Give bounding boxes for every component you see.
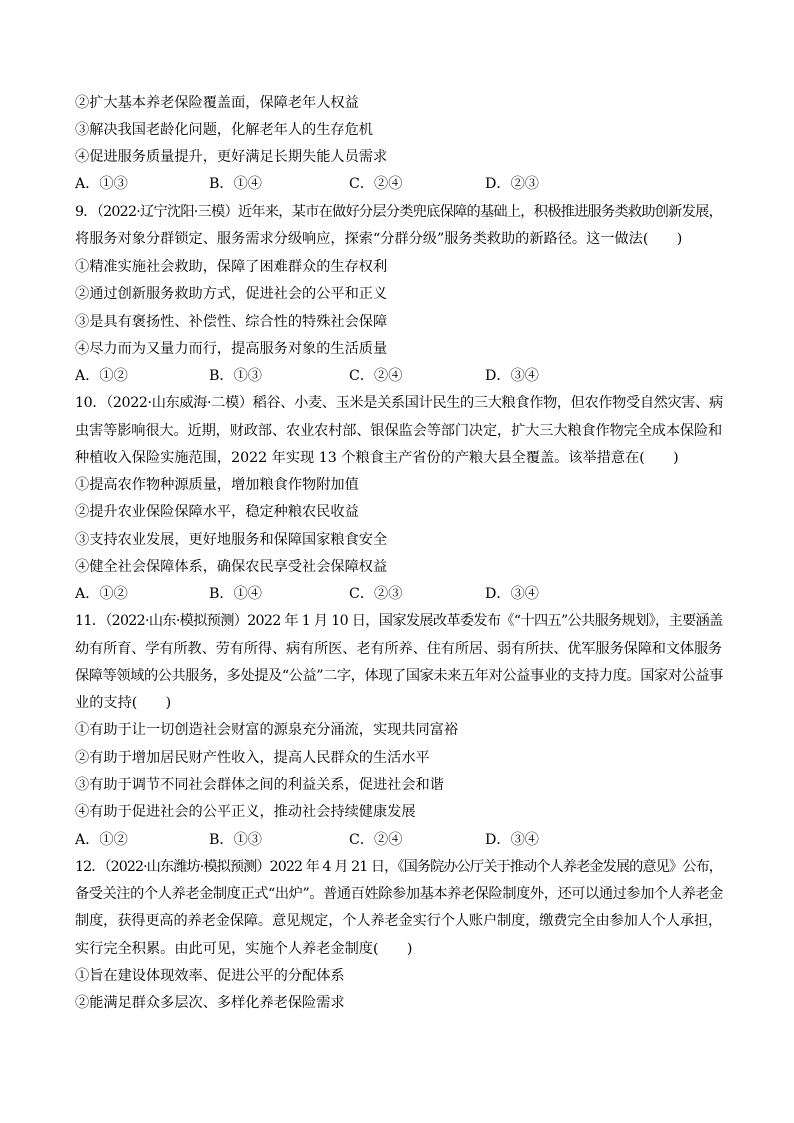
q10-option-b: B．①④	[209, 586, 262, 602]
q11-statement-2: ②有助于增加居民财产性收入，提高人民群众的生活水平	[75, 750, 430, 766]
q11-statement-1: ①有助于让一切创造社会财富的源泉充分涌流，实现共同富裕	[75, 722, 459, 738]
q11-stem-line-2: 幼有所育、学有所教、劳有所得、病有所医、老有所养、住有所居、弱有所扶、优军服务保障和文体服务	[75, 641, 723, 657]
q8-option-c: C．②④	[349, 176, 403, 192]
q12-stem-line-1: 12．（2022·山东潍坊·模拟预测）2022 年 4 月 21 日，《国务院办公厅关于推动个人养老金发展的意见》公布，	[75, 859, 723, 875]
q10-statement-4: ④健全社会保障体系，确保农民享受社会保障权益	[75, 559, 388, 575]
q11-stem-line-4: 业的支持( )	[75, 695, 172, 711]
q11-option-c: C．②④	[349, 832, 403, 848]
q10-stem-line-2: 虫害等影响很大。近期，财政部、农业农村部、银保监会等部门决定，扩大三大粮食作物完全成本保险和	[75, 423, 723, 439]
q10-stem-line-1: 10．（2022·山东威海·二模）稻谷、小麦、玉米是关系国计民生的三大粮食作物，但农作物受自然灾害、病	[75, 395, 723, 411]
q12-statement-2: ②能满足群众多层次、多样化养老保险需求	[75, 995, 345, 1011]
q9-option-a: A．①②	[75, 368, 128, 384]
q9-option-d: D．③④	[485, 368, 539, 384]
q10-option-a: A．①②	[75, 586, 128, 602]
q9-stem-line-2: 将服务对象分群锁定、服务需求分级响应，探索“分群分级”服务类救助的新路径。这一做法( )	[75, 231, 683, 247]
q12-stem-line-4: 实行完全积累。由此可见，实施个人养老金制度( )	[75, 941, 413, 957]
q11-options	[75, 831, 725, 849]
q12-stem-line-3: 制度，获得更高的养老金保障。意见规定，个人养老金实行个人账户制度，缴费完全由参加人个人承担，	[75, 913, 723, 929]
q8-statement-2: ②扩大基本养老保险覆盖面，保障老年人权益	[75, 95, 359, 111]
q9-statement-1: ①精准实施社会救助，保障了困难群众的生存权利	[75, 259, 388, 275]
q9-option-b: B．①③	[209, 368, 262, 384]
q10-statement-3: ③支持农业发展，更好地服务和保障国家粮食安全	[75, 532, 388, 548]
q11-stem-line-1: 11．（2022·山东·模拟预测）2022 年 1 月 10 日，国家发展改革委发布《“十四五”公共服务规划》，主要涵盖	[75, 613, 723, 629]
q9-statement-3: ③是具有褒扬性、补偿性、综合性的特殊社会保障	[75, 314, 388, 330]
q8-statement-3: ③解决我国老龄化问题，化解老年人的生存危机	[75, 122, 373, 138]
q9-options	[75, 367, 725, 385]
q11-stem-line-3: 保障等领域的公共服务，多处提及“公益”二字，体现了国家未来五年对公益事业的支持力度。国家对公益事	[75, 668, 723, 684]
q11-statement-4: ④有助于促进社会的公平正义，推动社会持续健康发展	[75, 804, 416, 820]
q9-stem-line-1: 9．（2022·辽宁沈阳·三模）近年来，某市在做好分层分类兜底保障的基础上，积极推进服务类救助创新发展，	[75, 204, 723, 220]
q8-statement-4: ④促进服务质量提升，更好满足长期失能人员需求	[75, 149, 388, 165]
q11-option-a: A．①②	[75, 832, 128, 848]
q8-option-a: A．①③	[75, 176, 128, 192]
q10-option-c: C．②③	[349, 586, 403, 602]
q9-statement-4: ④尽力而为又量力而行，提高服务对象的生活质量	[75, 341, 388, 357]
q11-option-d: D．③④	[485, 832, 539, 848]
q9-statement-2: ②通过创新服务救助方式，促进社会的公平和正义	[75, 286, 388, 302]
q10-statement-1: ①提高农作物种源质量，增加粮食作物附加值	[75, 477, 359, 493]
q12-statement-1: ①旨在建设体现效率、促进公平的分配体系	[75, 968, 345, 984]
q10-options	[75, 585, 725, 603]
q10-option-d: D．③④	[485, 586, 539, 602]
q12-stem-line-2: 备受关注的个人养老金制度正式“出炉”。普通百姓除参加基本养老保险制度外，还可以通过参加个人养老金	[75, 886, 723, 902]
q9-option-c: C．②④	[349, 368, 403, 384]
q10-stem-line-3: 种植收入保险实施范围，2022 年实现 13 个粮食主产省份的产粮大县全覆盖。该举措意在( )	[75, 450, 679, 466]
q11-option-b: B．①③	[209, 832, 262, 848]
q8-options	[75, 175, 725, 193]
q10-statement-2: ②提升农业保险保障水平，稳定种粮农民收益	[75, 504, 359, 520]
q8-option-b: B．①④	[209, 176, 262, 192]
q8-option-d: D．②③	[485, 176, 539, 192]
q11-statement-3: ③有助于调节不同社会群体之间的利益关系，促进社会和谐	[75, 777, 444, 793]
